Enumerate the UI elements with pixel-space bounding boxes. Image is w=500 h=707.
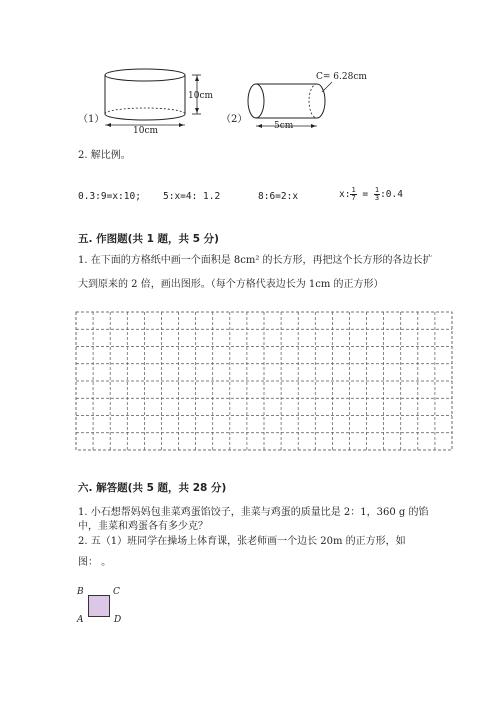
figure-1-label: （1） (78, 114, 105, 125)
fraction-one-seventh: $\frac{1}{7}$ (351, 186, 356, 202)
section-6-heading: 六. 解答题(共 5 题，共 28 分) (78, 482, 227, 494)
section-6-question-2-line-1: 2. 五（1）班同学在操场上体育课，张老师画一个边长 20m 的正方形，如 (78, 536, 406, 547)
vertex-label-d: D (114, 615, 122, 625)
equation-4: x: $\frac{1}{7}$ = $\frac{1}{3}$ :0.4 (339, 186, 403, 202)
equation-3: 8:6=2:x (258, 191, 299, 202)
section-5-question-1-line-2: 大到原来的 2 倍，画出图形。（每个方格代表边长为 1cm 的正方形） (78, 279, 384, 290)
fraction-one-third: $\frac{1}{3}$ (374, 186, 380, 202)
equation-1: 0.3:9=x:10; (78, 191, 141, 202)
equation-2: 5:x=4: 1.2 (163, 191, 221, 202)
figure-1-height-label: 10cm (188, 91, 214, 101)
vertex-label-b: B (77, 587, 84, 597)
figure-2-label: （2） (221, 114, 248, 125)
section-6-question-1-line-2: 中，韭菜和鸡蛋各有多少克？ (78, 521, 208, 532)
figure-2-circumference-label: C= 6.28cm (316, 72, 367, 82)
question-2-title: 2. 解比例。 (78, 150, 131, 161)
square-figure (88, 595, 110, 617)
section-5-question-1-line-1: 1. 在下面的方格纸中画一个面积是 8cm² 的长方形，再把这个长方形的各边长扩 (78, 255, 433, 266)
section-6-question-2-line-2: 图： 。 (78, 557, 112, 568)
vertex-label-a: A (77, 615, 84, 625)
vertex-label-c: C (113, 587, 120, 597)
section-5-heading: 五. 作图题(共 1 题，共 5 分) (78, 233, 219, 245)
grid-paper[interactable] (75, 311, 455, 453)
section-6-question-1-line-1: 1. 小石想帮妈妈包韭菜鸡蛋馅饺子，韭菜与鸡蛋的质量比是 2：1，360 g 的馅 (78, 507, 429, 518)
figure-2-length-label: 5cm (274, 121, 294, 131)
figure-1-diameter-label: 10cm (133, 126, 159, 136)
